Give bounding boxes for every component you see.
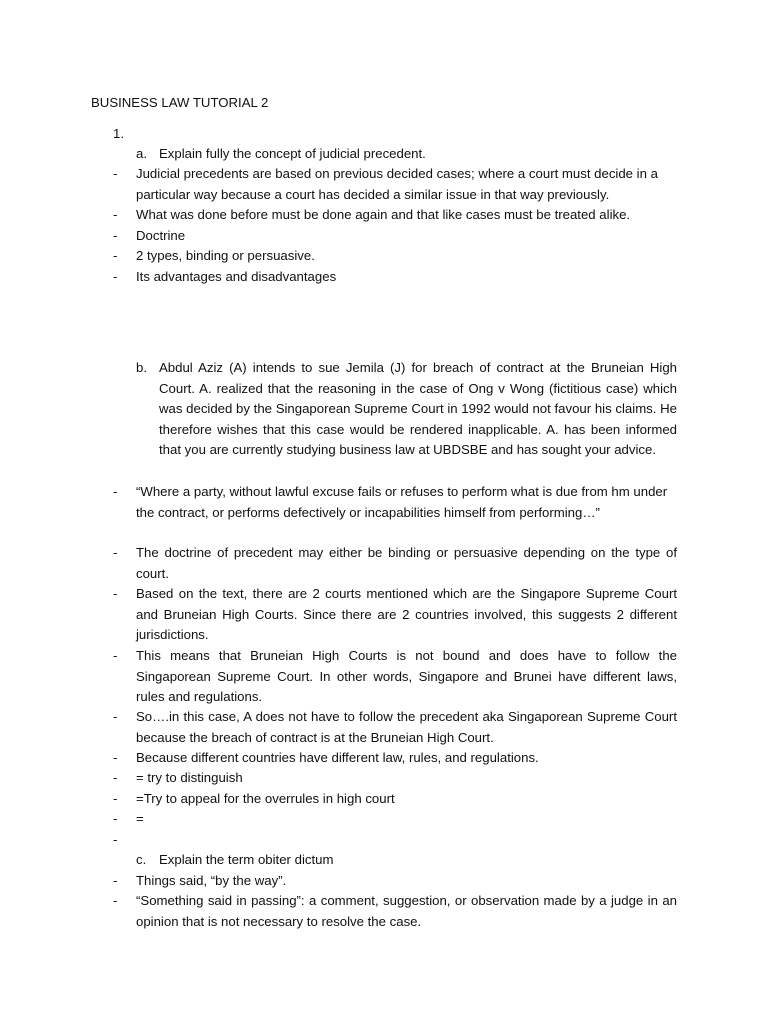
bullet-dash: - bbox=[113, 166, 118, 181]
bullet-dash: - bbox=[113, 648, 118, 663]
part-b-bullet: So….in this case, A does not have to follow the precedent aka Singaporean Supreme Court because the breach of contract is at the Bruneian High Court. bbox=[136, 709, 677, 745]
bullet-dash: - bbox=[113, 873, 118, 888]
part-a-bullet: 2 types, binding or persuasive. bbox=[136, 248, 315, 263]
part-b-bullet: Based on the text, there are 2 courts mentioned which are the Singapore Supreme Court and Bruneian High Courts. Since there are 2 countries involved, this suggests 2 different jurisdictions. bbox=[136, 586, 677, 643]
part-c-label: c. bbox=[136, 852, 147, 867]
part-a-bullet: Doctrine bbox=[136, 228, 186, 243]
part-a-question: Explain fully the concept of judicial precedent. bbox=[159, 146, 426, 161]
bullet-dash: - bbox=[113, 248, 118, 263]
part-c-bullet: Things said, “by the way”. bbox=[136, 873, 287, 888]
part-a-bullet: Judicial precedents are based on previous decided cases; where a court must decide in a particular way because a court has decided a similar issue in that way previously. bbox=[136, 166, 658, 202]
bullet-dash: - bbox=[113, 750, 118, 765]
bullet-dash: - bbox=[113, 791, 118, 806]
part-b-bullet: = bbox=[136, 811, 144, 826]
part-b-bullet: Because different countries have different law, rules, and regulations. bbox=[136, 750, 539, 765]
part-a-bullet: Its advantages and disadvantages bbox=[136, 269, 337, 284]
bullet-dash: - bbox=[113, 709, 118, 724]
part-b-bullet: The doctrine of precedent may either be binding or persuasive depending on the type of court. bbox=[136, 545, 677, 581]
part-a-label: a. bbox=[136, 146, 147, 161]
bullet-dash: - bbox=[113, 484, 118, 499]
part-b-bullet: = try to distinguish bbox=[136, 770, 243, 785]
bullet-dash: - bbox=[113, 207, 118, 222]
part-b-quote: “Where a party, without lawful excuse fails or refuses to perform what is due from hm under the contract, or performs defectively or incapabilities himself from performing…” bbox=[136, 484, 668, 520]
bullet-dash: - bbox=[113, 893, 118, 908]
part-c-question: Explain the term obiter dictum bbox=[159, 852, 334, 867]
part-b-question: Abdul Aziz (A) intends to sue Jemila (J) for breach of contract at the Bruneian High Court. A. realized that the reasoning in the case of Ong v Wong (fictitious case) which was decided by the Singaporean Supreme Court in 1992 would not favour his claims. He therefore wishes that this case would be rendered inapplicable. A. has been informed that you are currently studying business law at UBDSBE and has sought your advice. bbox=[159, 360, 677, 458]
bullet-dash: - bbox=[113, 832, 118, 847]
part-b-label: b. bbox=[136, 360, 147, 375]
part-b-bullet: This means that Bruneian High Courts is not bound and does have to follow the Singaporean Supreme Court. In other words, Singapore and Brunei have different laws, rules and regulations. bbox=[136, 648, 677, 705]
part-a-bullet: What was done before must be done again and that like cases must be treated alike. bbox=[136, 207, 631, 222]
bullet-dash: - bbox=[113, 811, 118, 826]
bullet-dash: - bbox=[113, 228, 118, 243]
bullet-dash: - bbox=[113, 586, 118, 601]
question-number: 1. bbox=[113, 126, 124, 141]
bullet-dash: - bbox=[113, 545, 118, 560]
document-title: BUSINESS LAW TUTORIAL 2 bbox=[91, 95, 269, 110]
part-b-bullet: =Try to appeal for the overrules in high court bbox=[136, 791, 395, 806]
part-c-bullet: “Something said in passing”: a comment, suggestion, or observation made by a judge in an opinion that is not necessary to resolve the case. bbox=[136, 893, 677, 929]
bullet-dash: - bbox=[113, 770, 118, 785]
bullet-dash: - bbox=[113, 269, 118, 284]
